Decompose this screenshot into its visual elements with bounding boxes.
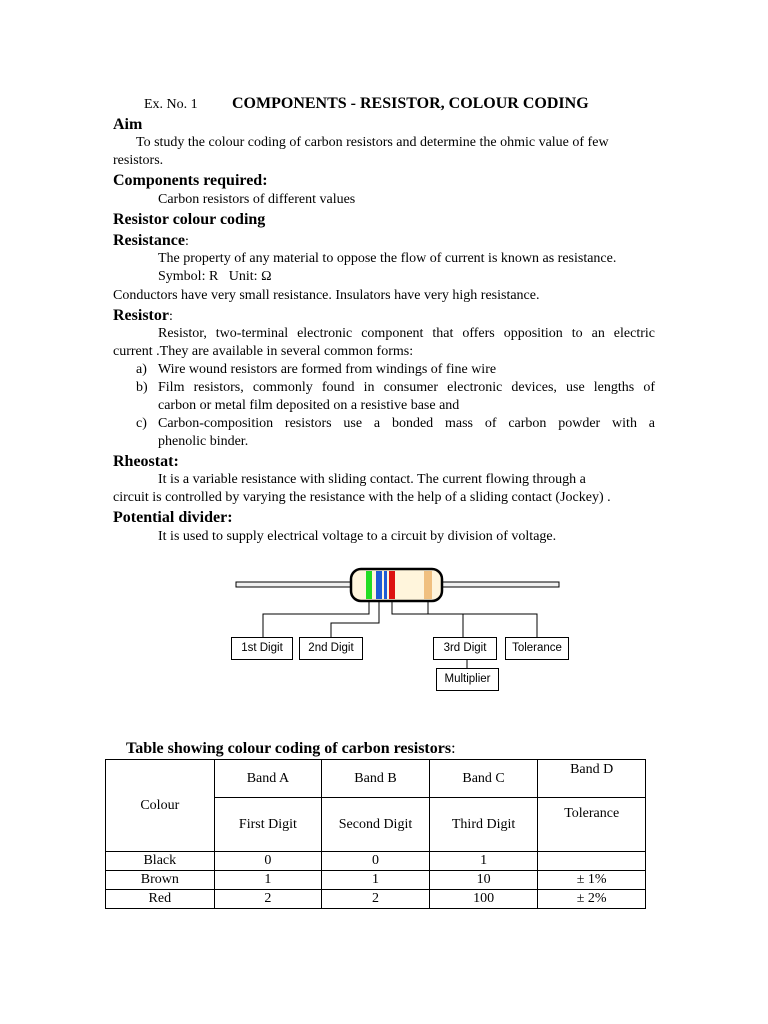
list-marker: b) (136, 380, 148, 395)
cell-band-d: ± 1% (538, 871, 646, 890)
header-tolerance: Tolerance (538, 798, 646, 852)
resistance-definition: The property of any material to oppose the flow of current is known as resistance. (158, 251, 617, 266)
page-title: COMPONENTS - RESISTOR, COLOUR CODING (232, 95, 589, 112)
exercise-number: Ex. No. 1 (144, 97, 198, 112)
potential-divider-heading: Potential divider: (113, 509, 233, 526)
list-item-text: Carbon-composition resistors use a bonded mass of carbon powder with a (158, 416, 655, 431)
label-multiplier: Multiplier (436, 668, 499, 691)
header-band-a: Band A (214, 760, 322, 798)
cell-band-c: 100 (429, 890, 538, 909)
cell-band-b: 2 (322, 890, 430, 909)
aim-heading: Aim (113, 116, 143, 133)
resistance-symbol-unit: Symbol: R Unit: Ω (158, 269, 272, 284)
cell-band-a: 0 (214, 852, 322, 871)
components-text: Carbon resistors of different values (158, 192, 356, 207)
cell-colour: Red (106, 890, 215, 909)
resistor-colon: : (168, 309, 173, 324)
cell-colour: Black (106, 852, 215, 871)
band-2b (384, 571, 387, 599)
resistor-heading: Resistor (113, 307, 169, 324)
label-2nd-digit: 2nd Digit (299, 637, 363, 660)
colour-coding-table (105, 759, 646, 909)
list-marker: c) (136, 416, 147, 431)
header-third-digit: Third Digit (429, 798, 538, 852)
resistance-note: Conductors have very small resistance. Insulators have very high resistance. (113, 288, 540, 303)
table-caption-colon: : (451, 740, 456, 757)
cell-band-b: 0 (322, 852, 430, 871)
band-1 (366, 571, 372, 599)
components-heading: Components required: (113, 172, 268, 189)
connector-2nd-digit (331, 601, 379, 637)
connector-1st-digit (263, 601, 369, 637)
aim-text-line1: To study the colour coding of carbon resistors and determine the ohmic value of few (136, 135, 609, 150)
list-item-text: Film resistors, commonly found in consumer electronic devices, use lengths of (158, 380, 655, 395)
table-caption-line (126, 739, 456, 759)
aim-text-line2: resistors. (113, 153, 164, 168)
list-item-text-cont: carbon or metal film deposited on a resistive base and (158, 398, 460, 413)
label-3rd-digit: 3rd Digit (433, 637, 497, 660)
cell-band-d (538, 852, 646, 871)
cell-band-b: 1 (322, 871, 430, 890)
resistor-text-line2: current .They are available in several common forms: (113, 344, 414, 359)
header-band-b: Band B (322, 760, 430, 798)
band-2 (376, 571, 382, 599)
resistance-colon: : (184, 234, 189, 249)
cell-band-a: 2 (214, 890, 322, 909)
potential-divider-text: It is used to supply electrical voltage to a circuit by division of voltage. (158, 529, 557, 544)
table-caption: Table showing colour coding of carbon resistors (126, 740, 452, 757)
label-tolerance: Tolerance (505, 637, 569, 660)
colour-coding-heading: Resistor colour coding (113, 211, 266, 228)
header-second-digit: Second Digit (322, 798, 430, 852)
table-row (106, 890, 646, 909)
resistor-text-line1: Resistor, two-terminal electronic component that offers opposition to an electric (158, 326, 655, 341)
label-1st-digit: 1st Digit (231, 637, 293, 660)
table-header-row (106, 760, 646, 798)
table-row (106, 871, 646, 890)
band-3 (389, 571, 395, 599)
header-band-d: Band D (538, 760, 646, 798)
right-lead (439, 582, 559, 587)
list-item-text-cont: phenolic binder. (158, 434, 249, 449)
list-item-text: Wire wound resistors are formed from windings of fine wire (158, 362, 497, 377)
list-marker: a) (136, 362, 147, 377)
rheostat-text-line1: It is a variable resistance with sliding contact. The current flowing through a (158, 472, 586, 487)
rheostat-heading: Rheostat: (113, 453, 179, 470)
connector-tolerance (428, 601, 537, 637)
left-lead (236, 582, 354, 587)
table-row (106, 852, 646, 871)
header-band-c: Band C (429, 760, 538, 798)
cell-band-c: 1 (429, 852, 538, 871)
header-first-digit: First Digit (214, 798, 322, 852)
cell-band-d: ± 2% (538, 890, 646, 909)
cell-band-a: 1 (214, 871, 322, 890)
header-colour: Colour (106, 760, 215, 852)
cell-band-c: 10 (429, 871, 538, 890)
resistance-heading: Resistance (113, 232, 185, 249)
cell-colour: Brown (106, 871, 215, 890)
band-4 (424, 571, 432, 599)
rheostat-text-line2: circuit is controlled by varying the resistance with the help of a sliding contact (Jockey) . (113, 490, 611, 505)
